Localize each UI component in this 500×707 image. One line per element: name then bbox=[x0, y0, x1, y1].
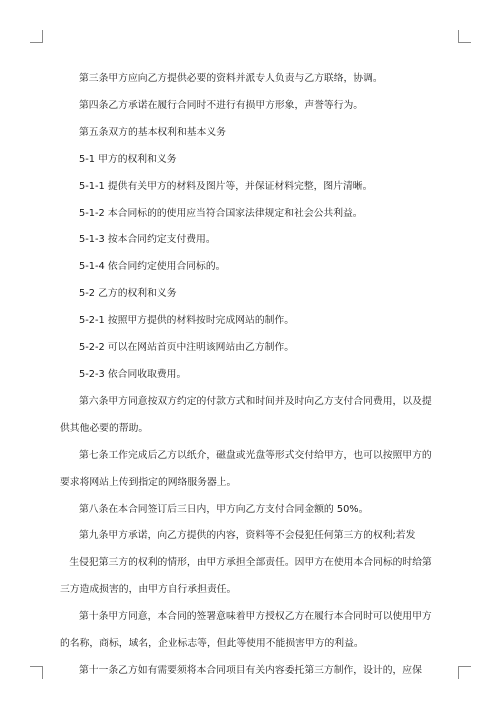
paragraph-5-1-3: 5-1-3 按本合同约定支付费用。 bbox=[79, 234, 216, 246]
paragraph-5-1-1: 5-1-1 提供有关甲方的材料及图片等，并保证材料完整，图片清晰。 bbox=[79, 180, 373, 192]
paragraph-article-9: 第九条甲方承诺，向乙方提供的内容，资料等不会侵犯任何第三方的权利;若发 生侵犯第三方的权利的情形，由甲方承担全部责任。因甲方在使用本合同标的时给第三方造成损害的，由甲方自行承担责任。 bbox=[60, 530, 432, 596]
crop-mark-bottom-right bbox=[458, 666, 471, 679]
paragraph-article-7: 第七条工作完成后乙方以纸介，磁盘或光盘等形式交付给甲方，也可以按照甲方的要求将网站上传到指定的网络服务器上。 bbox=[60, 449, 432, 488]
paragraph-5-1: 5-1 甲方的权利和义务 bbox=[79, 153, 177, 165]
paragraph-5-1-2: 5-1-2 本合同标的的使用应当符合国家法律规定和社会公共利益。 bbox=[79, 207, 363, 219]
paragraph-article-3: 第三条甲方应向乙方提供必要的资料并派专人负责与乙方联络，协调。 bbox=[79, 73, 383, 84]
paragraph-article-11: 第十一条乙方如有需要须将本合同项目有关内容委托第三方制作，设计的，应保 bbox=[79, 664, 422, 676]
crop-mark-bottom-left bbox=[30, 666, 43, 679]
paragraph-5-2-2: 5-2-2 可以在网站首页中注明该网站由乙方制作。 bbox=[79, 342, 295, 354]
paragraph-article-4: 第四条乙方承诺在履行合同时不进行有损甲方形象，声誉等行为。 bbox=[79, 99, 364, 111]
paragraph-article-6: 第六条甲方同意按双方约定的付款方式和时间并及时向乙方支付合同费用，以及提供其他必要的帮助。 bbox=[60, 395, 432, 434]
paragraph-5-2: 5-2 乙方的权利和义务 bbox=[79, 288, 177, 300]
paragraph-5-1-4: 5-1-4 依合同约定使用合同标的。 bbox=[79, 261, 226, 273]
paragraph-article-8: 第八条在本合同签订后三日内，甲方向乙方支付合同金额的 50%。 bbox=[79, 503, 369, 515]
crop-mark-top-right bbox=[458, 30, 471, 43]
paragraph-article-5: 第五条双方的基本权利和基本义务 bbox=[79, 126, 226, 138]
crop-mark-top-left bbox=[30, 30, 43, 43]
paragraph-article-10: 第十条甲方同意，本合同的签署意味着甲方授权乙方在履行本合同时可以使用甲方的名称，商标，域名，企业标志等，但此等使用不能损害甲方的利益。 bbox=[60, 611, 432, 650]
document-body bbox=[60, 66, 440, 685]
paragraph-5-2-1: 5-2-1 按照甲方提供的材料按时完成网站的制作。 bbox=[79, 315, 295, 327]
paragraph-5-2-3: 5-2-3 依合同收取费用。 bbox=[79, 368, 187, 380]
